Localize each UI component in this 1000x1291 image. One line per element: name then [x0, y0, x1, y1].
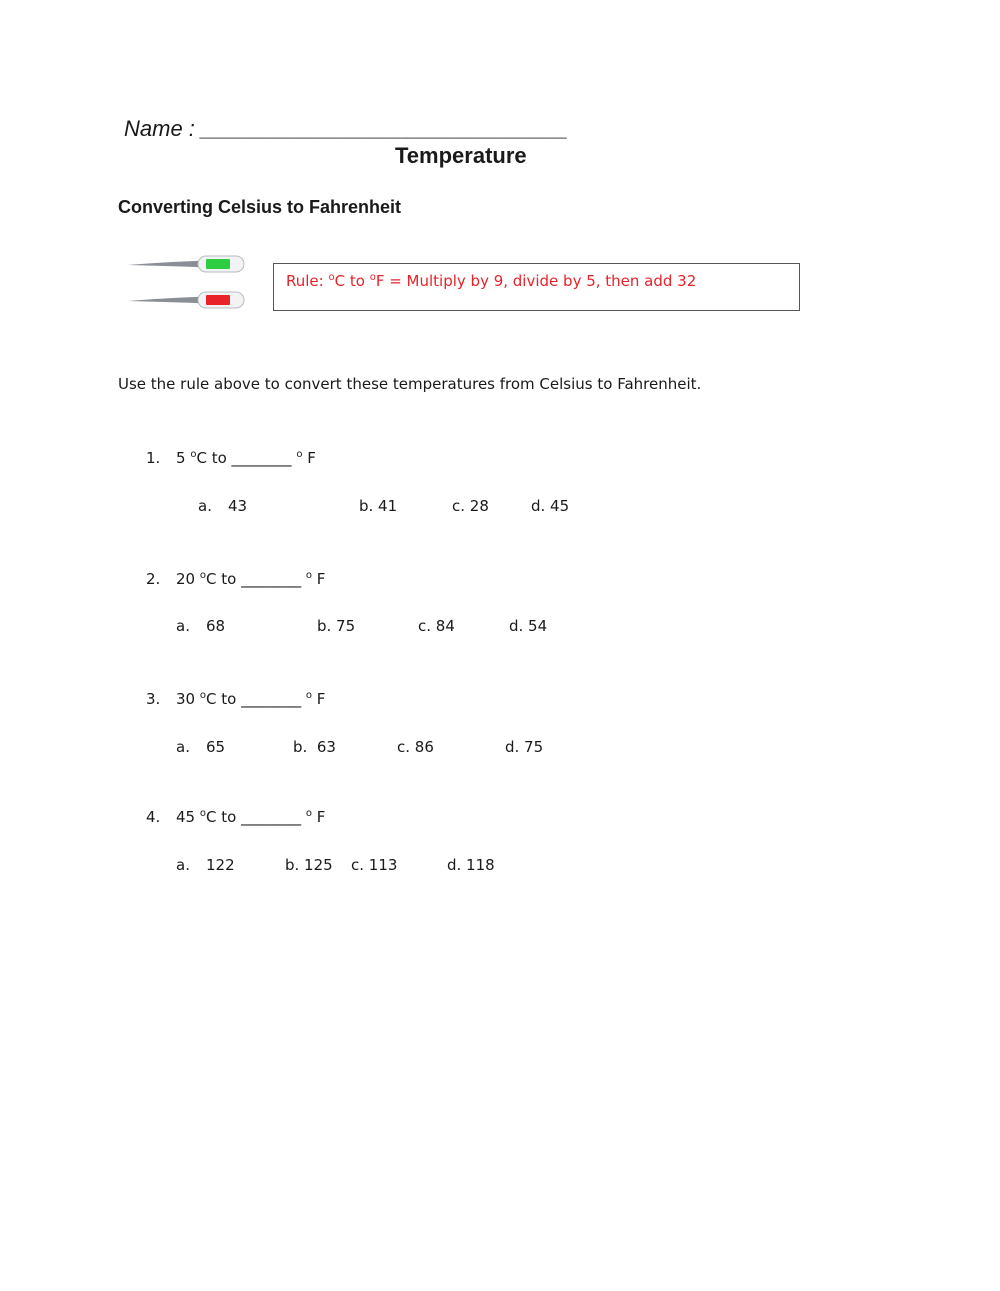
rule-formula: F = Multiply by 9, divide by 5, then add 32 — [375, 272, 697, 290]
name-label: Name : — [124, 116, 195, 141]
question-2-option-c[interactable]: c. 84 — [418, 617, 455, 635]
question-1-number: 1. — [146, 449, 161, 467]
thermometer-green-display — [206, 259, 230, 269]
question-2-number: 2. — [146, 570, 161, 588]
question-2-prompt: 20 $^o$C to ________ $^o$ F — [176, 570, 326, 588]
question-1-option-d[interactable]: d. 45 — [531, 497, 570, 515]
degree-symbol: o — [296, 449, 303, 460]
degree-symbol: o — [199, 808, 206, 819]
question-3-option-a[interactable]: 65 — [206, 738, 226, 756]
question-1-option-a[interactable]: 43 — [228, 497, 248, 515]
question-1-prompt: 5 $^o$C to ________ $^o$ F — [176, 449, 316, 467]
name-blank: ______________________________ — [201, 116, 569, 141]
instruction-text: Use the rule above to convert these temperatures from Celsius to Fahrenheit. — [118, 375, 702, 393]
question-2-option-d[interactable]: d. 54 — [509, 617, 548, 635]
degree-symbol: o — [190, 449, 197, 460]
question-2-option-b[interactable]: b. 75 — [317, 617, 356, 635]
question-4-option-d[interactable]: d. 118 — [447, 856, 495, 874]
thermometer-green-icon — [126, 252, 248, 276]
degree-symbol: o — [305, 690, 312, 701]
question-3-option-d[interactable]: d. 75 — [505, 738, 544, 756]
question-4-number: 4. — [146, 808, 161, 826]
rule-text — [286, 272, 696, 290]
degree-symbol: o — [369, 272, 376, 283]
question-4-option-a[interactable]: 122 — [206, 856, 235, 874]
thermometer-red-icon — [126, 288, 248, 312]
rule-prefix: Rule: — [286, 272, 329, 290]
question-3-option-c[interactable]: c. 86 — [397, 738, 434, 756]
name-field-line — [124, 116, 568, 142]
question-4-prompt: 45 $^o$C to ________ $^o$ F — [176, 808, 326, 826]
question-4-option-a-letter[interactable]: a. — [176, 856, 190, 874]
question-1-option-c[interactable]: c. 28 — [452, 497, 489, 515]
question-3-number: 3. — [146, 690, 161, 708]
rule-box — [273, 263, 800, 311]
question-3-prompt: 30 $^o$C to ________ $^o$ F — [176, 690, 326, 708]
question-4-option-b[interactable]: b. 125 — [285, 856, 333, 874]
page-title: Temperature — [395, 143, 527, 168]
section-title: Converting Celsius to Fahrenheit — [118, 197, 402, 217]
question-1-option-a-letter[interactable]: a. — [198, 497, 212, 515]
degree-symbol: o — [328, 272, 335, 283]
question-2-option-a[interactable]: 68 — [206, 617, 226, 635]
question-1-option-b[interactable]: b. 41 — [359, 497, 398, 515]
question-2-option-a-letter[interactable]: a. — [176, 617, 190, 635]
degree-symbol: o — [305, 808, 312, 819]
question-3-option-b[interactable]: b. 63 — [293, 738, 336, 756]
degree-symbol: o — [199, 570, 206, 581]
question-4-option-c[interactable]: c. 113 — [351, 856, 398, 874]
rule-celsius: C to — [334, 272, 370, 290]
degree-symbol: o — [199, 690, 206, 701]
question-3-option-a-letter[interactable]: a. — [176, 738, 190, 756]
degree-symbol: o — [305, 570, 312, 581]
thermometer-red-display — [206, 295, 230, 305]
